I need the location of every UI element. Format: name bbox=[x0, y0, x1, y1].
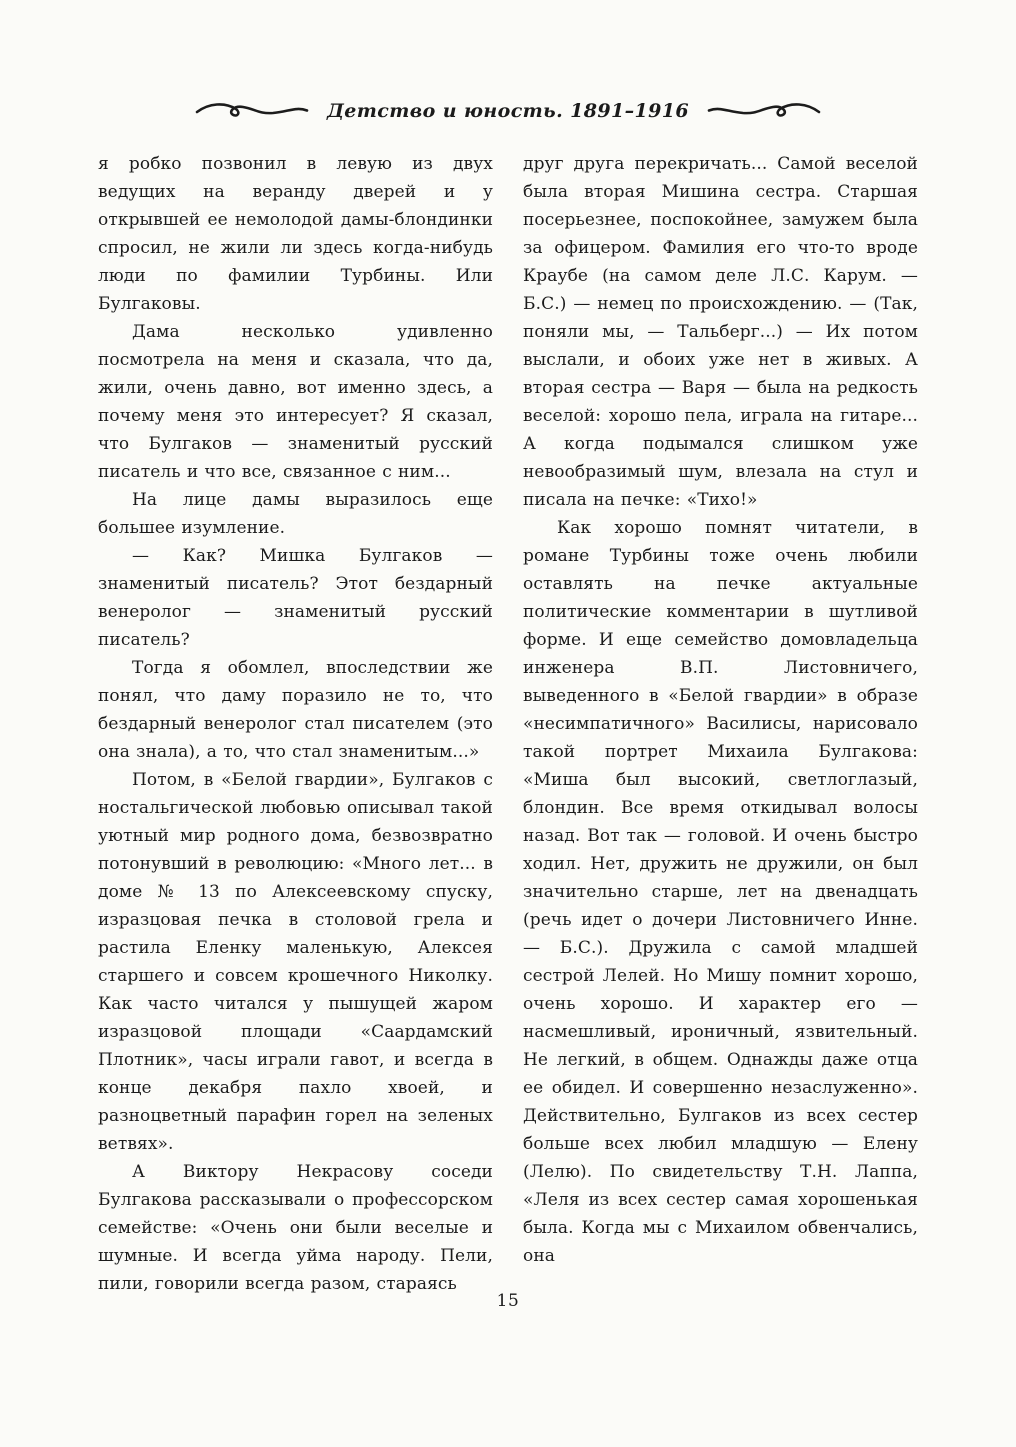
chapter-header bbox=[0, 100, 1016, 122]
page-number: 15 bbox=[496, 1291, 520, 1311]
right-column bbox=[523, 150, 918, 1298]
paragraph: друг друга перекричать... Самой веселой была вторая Мишина сестра. Старшая посерьезнее, поспокойнее, замужем была за офицером. Фамилия его что-то вроде Краубе (на самом деле Л.С. Карум. — Б.С.) — немец по происхождению. — (Так, поняли мы, — Тальберг...) — Их потом выслали, и обоих уже нет в живых. А вторая сестра — Варя — была на редкость веселой: хорошо пела, играла на гитаре... А когда подымался слишком уже невообразимый шум, влезала на стул и писала на печке: «Тихо!» bbox=[523, 154, 918, 510]
paragraph: А Виктору Некрасову соседи Булгакова рассказывали о профессорском семействе: «Очень они были веселые и шумные. И всегда уйма народу. Пели, пили, говорили всегда разом, стараясь bbox=[98, 1162, 493, 1294]
paragraph: Дама несколько удивленно посмотрела на меня и сказала, что да, жили, очень давно, вот именно здесь, а почему меня это интересует? Я сказал, что Булгаков — знаменитый русский писатель и что все, связанное с ним... bbox=[98, 322, 493, 482]
paragraph: Тогда я обомлел, впоследствии же понял, что даму поразило не то, что бездарный венеролог стал писателем (это она знала), а то, что стал знаменитым...» bbox=[98, 658, 493, 762]
chapter-title: Детство и юность. 1891–1916 bbox=[326, 100, 689, 122]
paragraph: Как хорошо помнят читатели, в романе Турбины тоже очень любили оставлять на печке актуальные политические комментарии в шутливой форме. И еще семейство домовладельца инженера В.П. Листовничего, выведенного в «Белой гвардии» в образе «несимпатичного» Василисы, нарисовало такой портрет Михаила Булгакова: «Миша был высокий, светлоглазый, блондин. Все время откидывал волосы назад. Вот так — головой. И очень быстро ходил. Нет, дружить не дружили, он был значительно старше, лет на двенадцать (речь идет о дочери Листовничего Инне. — Б.С.). Дружила с самой младшей сестрой Лелей. Но Мишу помнит хорошо, очень хорошо. И характер его — насмешливый, ироничный, язвительный. Не легкий, в общем. Однажды даже отца ее обидел. И совершенно незаслуженно». Действительно, Булгаков из всех сестер больше всех любил младшую — Елену (Лелю). По свидетельству Т.Н. Лаппа, «Леля из всех сестер самая хорошенькая была. Когда мы с Михаилом обвенчались, она bbox=[523, 518, 918, 1266]
paragraph: я робко позвонил в левую из двух ведущих на веранду дверей и у открывшей ее немолодой дамы-блондинки спросил, не жили ли здесь когда-нибудь люди по фамилии Турбины. Или Булгаковы. bbox=[98, 154, 493, 314]
flourish-left-icon bbox=[193, 101, 311, 121]
left-column bbox=[98, 150, 493, 1298]
paragraph: — Как? Мишка Булгаков — знаменитый писатель? Этот бездарный венеролог — знаменитый русский писатель? bbox=[98, 546, 493, 650]
page-footer bbox=[0, 1291, 1016, 1311]
flourish-right-icon bbox=[705, 101, 823, 121]
text-columns bbox=[98, 150, 918, 1298]
paragraph: На лице дамы выразилось еще большее изумление. bbox=[98, 490, 493, 538]
paragraph: Потом, в «Белой гвардии», Булгаков с ностальгической любовью описывал такой уютный мир родного дома, безвозвратно потонувший в революцию: «Много лет... в доме № 13 по Алексеевскому спуску, изразцовая печка в столовой грела и растила Еленку маленькую, Алексея старшего и совсем крошечного Николку. Как часто читался у пышущей жаром изразцовой площади «Саардамский Плотник», часы играли гавот, и всегда в конце декабря пахло хвоей, и разноцветный парафин горел на зеленых ветвях». bbox=[98, 770, 493, 1154]
